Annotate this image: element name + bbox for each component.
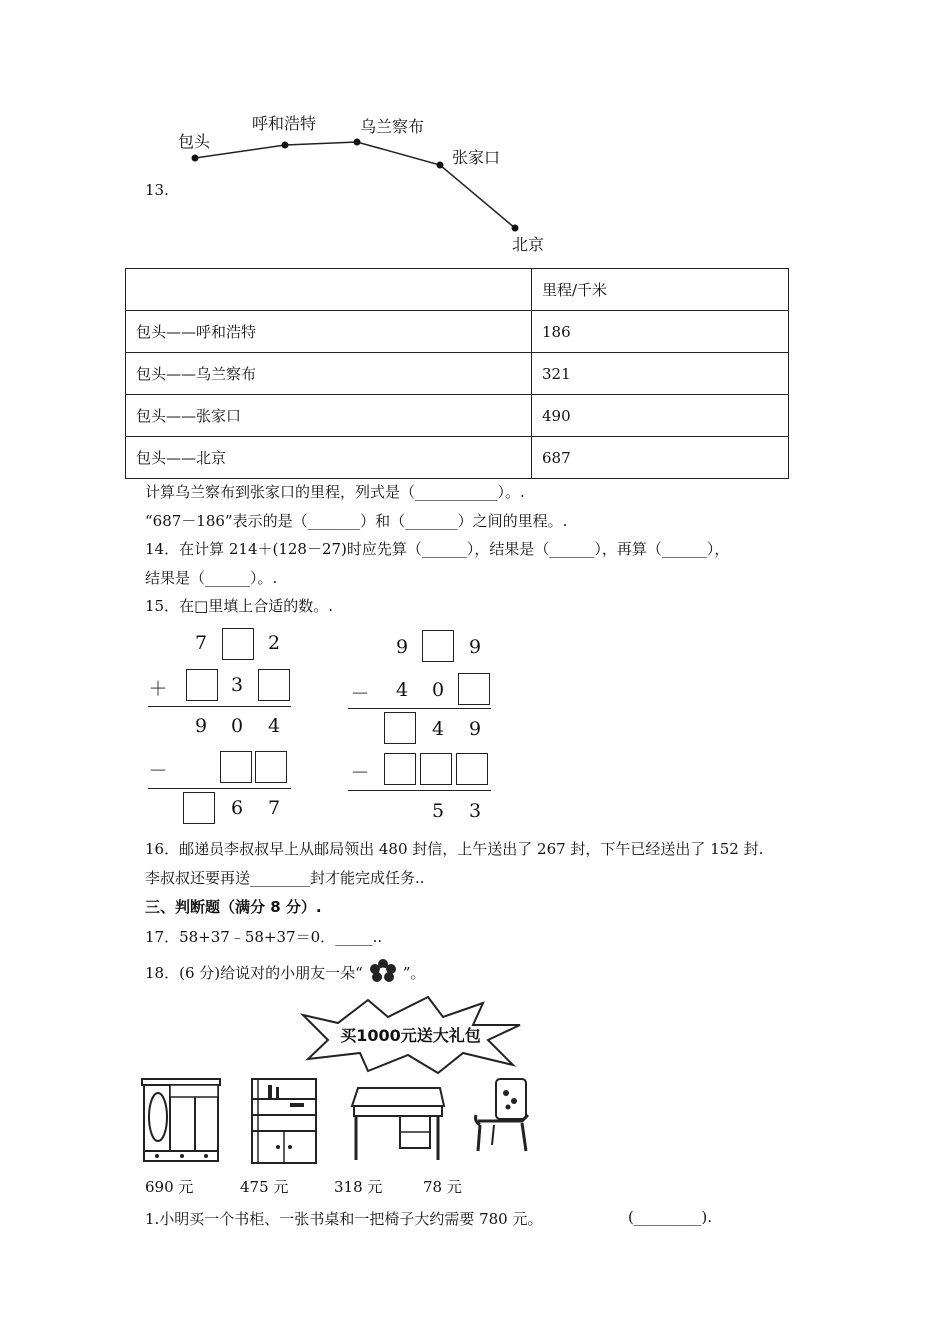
digit: 9 bbox=[395, 636, 409, 658]
answer-box[interactable] bbox=[183, 792, 215, 824]
digit: 9 bbox=[468, 636, 482, 658]
question-17-line: 17．58+37﹣58+37＝0．_____.. bbox=[145, 928, 383, 946]
question-13-line-1: 计算乌兰察布到张家口的里程，列式是（___________）。. bbox=[145, 483, 525, 501]
map-point-beijing bbox=[512, 225, 519, 232]
chair-icon bbox=[470, 1075, 536, 1157]
price-bookcase: 475 元 bbox=[240, 1178, 289, 1196]
answer-box[interactable] bbox=[186, 669, 218, 701]
question-16-line-2: 李叔叔还要再送________封才能完成任务.. bbox=[145, 869, 425, 887]
question-15-line: 15．在□里填上合适的数。. bbox=[145, 597, 334, 615]
table-cell: 321 bbox=[532, 353, 789, 395]
answer-box[interactable] bbox=[220, 751, 252, 783]
table-cell: 包头——乌兰察布 bbox=[126, 353, 532, 395]
digit: 4 bbox=[431, 718, 445, 740]
difference-line bbox=[148, 788, 291, 789]
answer-box[interactable] bbox=[222, 628, 254, 660]
table-cell: 包头——张家口 bbox=[126, 395, 532, 437]
question-16-line-1: 16．邮递员李叔叔早上从邮局领出 480 封信，上午送出了 267 封，下午已经送出了 152 封. bbox=[145, 840, 764, 858]
table-header-cell bbox=[126, 269, 532, 311]
digit: 9 bbox=[194, 715, 208, 737]
price-chair: 78 元 bbox=[423, 1178, 462, 1196]
digit: 7 bbox=[194, 632, 208, 654]
digit: 6 bbox=[230, 797, 244, 819]
table-header-cell: 里程/千米 bbox=[532, 269, 789, 311]
map-point-hohhot bbox=[282, 142, 289, 149]
map-label-baotou: 包头 bbox=[178, 132, 211, 151]
table-cell: 包头——北京 bbox=[126, 437, 532, 479]
map-point-baotou bbox=[192, 155, 199, 162]
price-wardrobe: 690 元 bbox=[145, 1178, 194, 1196]
digit: 9 bbox=[468, 718, 482, 740]
table-cell: 包头——呼和浩特 bbox=[126, 311, 532, 353]
banner-text: 买1000元送大礼包 bbox=[340, 1026, 481, 1045]
price-desk: 318 元 bbox=[334, 1178, 383, 1196]
map-point-zhangjiakou bbox=[437, 162, 444, 169]
answer-box[interactable] bbox=[458, 673, 490, 705]
desk-icon bbox=[344, 1082, 446, 1166]
digit: 7 bbox=[267, 797, 281, 819]
question-14-line-2: 结果是（______）。. bbox=[145, 569, 278, 587]
answer-box[interactable] bbox=[384, 712, 416, 744]
question-18-text-before: 18．(6 分)给说对的小朋友一朵“ bbox=[145, 964, 363, 982]
digit: 5 bbox=[431, 800, 445, 822]
minus-sign: － bbox=[350, 762, 370, 784]
map-point-ulanqab bbox=[354, 139, 361, 146]
digit: 3 bbox=[468, 800, 482, 822]
answer-box[interactable] bbox=[258, 669, 290, 701]
answer-box[interactable] bbox=[422, 630, 454, 662]
digit: 2 bbox=[267, 632, 281, 654]
map-label-ulanqab: 乌兰察布 bbox=[360, 117, 425, 136]
digit: 3 bbox=[230, 674, 244, 696]
digit: 0 bbox=[230, 715, 244, 737]
question-18-item-1: 1.小明买一个书柜、一张书桌和一把椅子大约需要 780 元。 bbox=[145, 1210, 543, 1228]
question-13-line-2: “687－186”表示的是（_______）和（_______）之间的里程。. bbox=[145, 512, 568, 530]
question-14-line-1: 14．在计算 214＋(128－27)时应先算（______），结果是（______），再算（______）， bbox=[145, 540, 730, 558]
map-label-beijing: 北京 bbox=[512, 235, 545, 254]
flower-icon bbox=[363, 964, 403, 984]
table-cell: 490 bbox=[532, 395, 789, 437]
mileage-table bbox=[125, 268, 789, 479]
minus-sign: － bbox=[148, 760, 168, 782]
table-row bbox=[126, 311, 789, 353]
table-header-row bbox=[126, 269, 789, 311]
bookcase-icon bbox=[246, 1075, 322, 1167]
question-18-text-after: ”。 bbox=[402, 964, 426, 982]
answer-box[interactable] bbox=[255, 751, 287, 783]
map-label-hohhot: 呼和浩特 bbox=[252, 114, 317, 133]
table-row bbox=[126, 395, 789, 437]
question-13-number: 13. bbox=[145, 181, 169, 199]
route-map bbox=[160, 105, 600, 260]
table-cell: 186 bbox=[532, 311, 789, 353]
wardrobe-icon bbox=[140, 1075, 222, 1167]
answer-blank[interactable]: (_________). bbox=[628, 1208, 712, 1226]
table-row bbox=[126, 353, 789, 395]
difference-line bbox=[348, 790, 491, 791]
minus-sign: － bbox=[350, 683, 370, 705]
difference-line bbox=[348, 708, 491, 709]
section-title: 三、判断题（满分 8 分）. bbox=[145, 898, 322, 916]
answer-box[interactable] bbox=[420, 753, 452, 785]
plus-sign: ＋ bbox=[148, 678, 168, 700]
answer-box[interactable] bbox=[456, 753, 488, 785]
digit: 4 bbox=[267, 715, 281, 737]
sum-line bbox=[148, 706, 291, 707]
question-18-line bbox=[145, 962, 425, 984]
map-label-zhangjiakou: 张家口 bbox=[452, 148, 501, 167]
digit: 0 bbox=[431, 679, 445, 701]
promo-banner bbox=[298, 995, 523, 1075]
digit: 4 bbox=[395, 679, 409, 701]
answer-box[interactable] bbox=[384, 753, 416, 785]
table-cell: 687 bbox=[532, 437, 789, 479]
table-row bbox=[126, 437, 789, 479]
